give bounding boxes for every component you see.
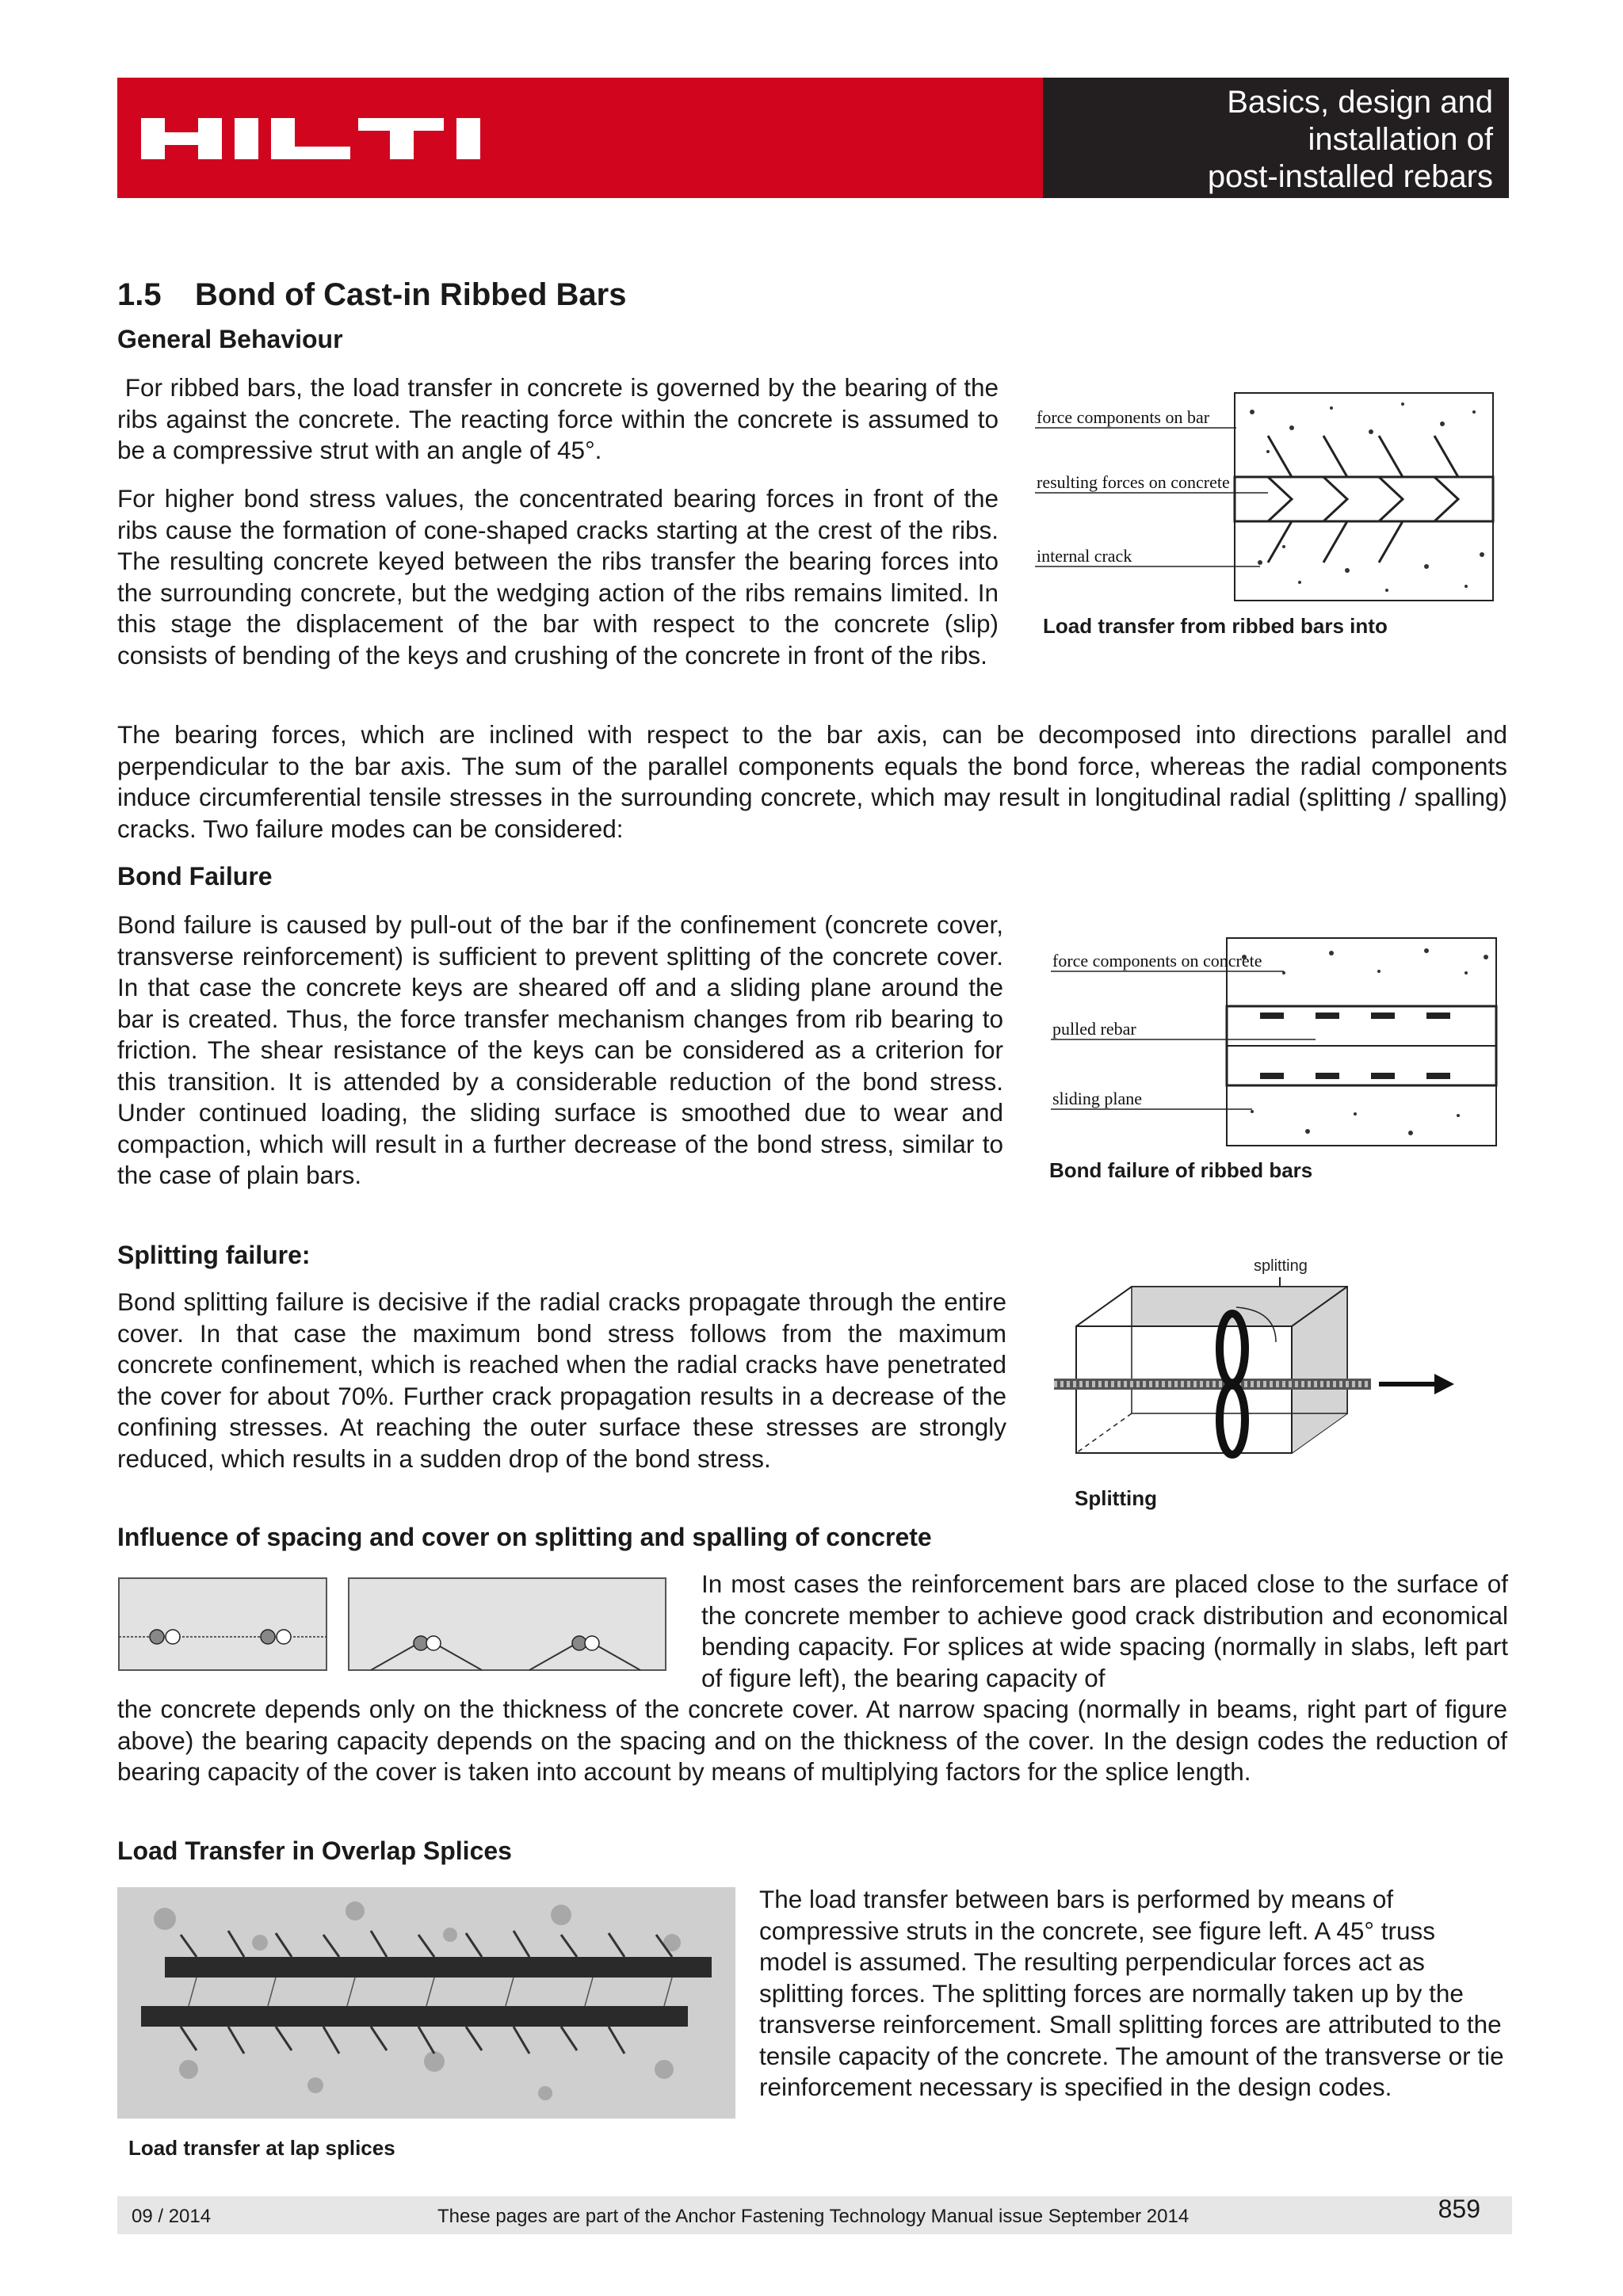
footer bbox=[117, 2196, 1512, 2234]
influence-paragraph-full: the concrete depends only on the thickness of the concrete cover. At narrow spacing (normally in beams, right part of figure above) the bearing capacity depends on the spacing and on the thickness of the cover. In the design codes the reduction of bearing capacity of the cover is taken into account by means of multiplying factors for the splice length. bbox=[117, 1695, 1507, 1786]
header-brand-bar bbox=[117, 78, 1043, 198]
header-title bbox=[1043, 78, 1509, 198]
bond-failure-paragraph: Bond failure is caused by pull-out of the bar if the confinement (concrete cover, transverse reinforcement) is sufficient to prevent splitting of the concrete cover. In that case the concrete keys are sheared off and a sliding plane around the bar is created. Thus, the force transfer mechanism changes from rib bearing to friction. The shear resistance of the keys can be considered as a criterion for this transition. It is attended by a considerable reduction of the bond stress. Under continued loading, the sliding surface is smoothed due to wear and compaction, which will result in a further decrease of the bond stress, similar to the case of plain bars. bbox=[117, 910, 1003, 1189]
fig2-label-pulled-rebar: pulled rebar bbox=[1052, 1019, 1136, 1039]
splitting-figure bbox=[1038, 1255, 1482, 1485]
fig1-label-resulting-forces: resulting forces on concrete bbox=[1037, 472, 1230, 492]
fig2-label-force-components: force components on concrete bbox=[1052, 951, 1262, 971]
influence-paragraph-right: In most cases the reinforcement bars are placed close to the surface of the concrete member to achieve good crack distribution and economical bending capacity. For splices at wide spacing (normally in slabs, left part of figure left), the bearing capacity of bbox=[701, 1569, 1508, 1692]
fig2-caption: Bond failure of ribbed bars bbox=[1049, 1158, 1313, 1182]
fig1-label-force-components: force components on bar bbox=[1037, 407, 1210, 427]
load-transfer-figure bbox=[1030, 388, 1506, 610]
lap-paragraph: The load transfer between bars is performed by means of compressive struts in the concrete, see figure left. A 45° truss model is assumed. The resulting perpendicular forces act as splitting forces. The splitting forces are normally taken up by the transverse reinforcement. Small splitting forces are attributed to the tensile capacity of the concrete. The amount of the transverse or tie reinforcement necessary is specified in the design codes. bbox=[759, 1885, 1504, 2101]
lap-heading: Load Transfer in Overlap Splices bbox=[117, 1836, 512, 1865]
fig3-caption: Splitting bbox=[1075, 1486, 1157, 1510]
header-title-line-3: post-installed rebars bbox=[1207, 159, 1493, 194]
footer-note: These pages are part of the Anchor Fastening Technology Manual issue September 2014 bbox=[437, 2206, 1190, 2227]
section-number: 1.5 bbox=[117, 277, 162, 312]
header-title-line-2: installation of bbox=[1308, 122, 1493, 157]
lap-fig-caption: Load transfer at lap splices bbox=[128, 2136, 395, 2160]
general-paragraph-1: For ribbed bars, the load transfer in concrete is governed by the bearing of the ribs against the concrete. The reacting force within the concrete is assumed to be a compressive strut with an angle of 45°. bbox=[117, 373, 1006, 464]
page-number: 859 bbox=[1438, 2195, 1480, 2223]
general-heading: General Behaviour bbox=[117, 325, 343, 353]
fig3-label-splitting: splitting bbox=[1254, 1257, 1308, 1275]
footer-date: 09 / 2014 bbox=[132, 2206, 212, 2227]
general-paragraph-2: For higher bond stress values, the concentrated bearing forces in front of the ribs cause the formation of cone-shaped cracks starting at the crest of the ribs. The resulting concrete keyed between the ribs transfer the bearing forces into the surrounding concrete, but the wedging action of the ribs remains limited. In this stage the displacement of the bar with respect to the concrete (slip) consists of bending of the keys and crushing of the concrete in front of the ribs. bbox=[117, 484, 999, 669]
splitting-heading: Splitting failure: bbox=[117, 1241, 311, 1269]
header-title-line-1: Basics, design and bbox=[1227, 85, 1493, 120]
section-title bbox=[117, 277, 626, 313]
section-title-text: Bond of Cast-in Ribbed Bars bbox=[195, 277, 627, 312]
hilti-logo bbox=[141, 114, 521, 170]
fig1-caption: Load transfer from ribbed bars into bbox=[1043, 614, 1388, 638]
splitting-paragraph: Bond splitting failure is decisive if the radial cracks propagate through the entire cover. In that case the maximum bond stress follows from the maximum concrete confinement, which is reached when the radial cracks have penetrated the cover for about 70%. Further crack propagation results in a decrease of the confining stresses. At reaching the outer surface these stresses are strongly reduced, which results in a sudden drop of the bond stress. bbox=[117, 1287, 1006, 1473]
bond-failure-heading: Bond Failure bbox=[117, 862, 273, 891]
general-paragraph-3: The bearing forces, which are inclined with respect to the bar axis, can be decomposed into directions parallel and perpendicular to the bar axis. The sum of the parallel components equals the bond force, whereas the radial components induce circumferential tensile stresses in the surrounding concrete, which may result in longitudinal radial (splitting / spalling) cracks. Two failure modes can be considered: bbox=[117, 720, 1507, 843]
fig1-label-internal-crack: internal crack bbox=[1037, 546, 1132, 566]
lap-splice-photo bbox=[117, 1887, 735, 2119]
fig2-label-sliding-plane: sliding plane bbox=[1052, 1089, 1143, 1108]
bond-failure-figure bbox=[1046, 933, 1514, 1154]
influence-heading: Influence of spacing and cover on splitting and spalling of concrete bbox=[117, 1523, 932, 1551]
spacing-cover-figure bbox=[117, 1577, 672, 1673]
